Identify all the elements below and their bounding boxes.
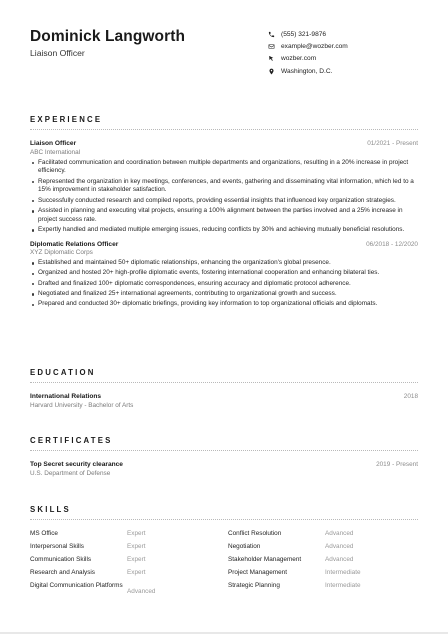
bullet-item: Expertly handled and mediated multiple emerging issues, reducing conflicts by 30% and achieving mutually beneficial resolutions.	[30, 226, 418, 235]
candidate-name: Dominick Langworth	[30, 28, 186, 45]
contact-email[interactable]	[267, 40, 427, 52]
section-divider	[30, 450, 418, 451]
graduation-year: 2018	[403, 393, 418, 400]
skill-level: Intermediate	[325, 569, 361, 576]
job-company: ABC International	[30, 148, 81, 156]
skill-level: Advanced	[325, 530, 354, 537]
bullet-item: Organized and hosted 20+ high-profile diplomatic events, fostering international cooperation and enhancing bilateral ties.	[30, 269, 418, 278]
skill-level: Advanced	[325, 543, 354, 550]
job-company: XYZ Diplomatic Corps	[30, 249, 93, 257]
section-divider	[30, 129, 418, 130]
skill-level: Intermediate	[325, 582, 361, 589]
candidate-title: Liaison Officer	[30, 48, 85, 58]
section-divider	[30, 382, 418, 383]
skill-name: Research and Analysis	[30, 569, 96, 576]
contact-website[interactable]	[267, 53, 427, 65]
job-dates: 06/2018 - 12/2020	[366, 240, 418, 248]
certificate-name: Top Secret security clearance	[30, 461, 123, 468]
skill-level: Advanced	[127, 588, 156, 595]
contact-list	[267, 28, 427, 77]
school: Harvard University - Bachelor of Arts	[30, 401, 134, 409]
link-icon	[267, 54, 276, 63]
experience-entry	[30, 140, 418, 235]
skills-section	[30, 505, 418, 602]
bullet-item: Facilitated communication and coordination between multiple departments and organizations, resulting in a 20% increase in project efficiency.	[30, 159, 418, 176]
education-entry	[30, 393, 418, 409]
section-heading: CERTIFICATES	[30, 436, 113, 445]
experience-entry	[30, 241, 418, 309]
skill-name: Strategic Planning	[228, 582, 280, 589]
skill-level: Advanced	[325, 556, 354, 563]
skill-name: Project Management	[228, 569, 287, 576]
job-bullets	[30, 259, 418, 309]
certificates-section	[30, 436, 418, 477]
skill-name: MS Office	[30, 530, 58, 537]
certificate-issuer: U.S. Department of Defense	[30, 469, 111, 477]
skill-name: Stakeholder Management	[228, 556, 302, 563]
location-pin-icon	[267, 67, 276, 76]
contact-phone-text: (555) 321-9876	[281, 30, 327, 38]
bullet-item: Assisted in planning and executing vital projects, ensuring a 100% alignment between the parties involved and a 25% increase in project success rate.	[30, 207, 418, 224]
bullet-item: Successfully conducted research and compiled reports, providing essential insights that influenced key organization strategies.	[30, 197, 418, 206]
experience-section	[30, 115, 418, 311]
bullet-item: Represented the organization in key meetings, conferences, and events, gathering and disseminating vital information, which led to a 15% improvement in stakeholder satisfaction.	[30, 178, 418, 195]
job-title: Diplomatic Relations Officer	[30, 240, 119, 248]
contact-phone[interactable]	[267, 28, 427, 40]
skill-level: Expert	[127, 530, 146, 537]
section-heading: EXPERIENCE	[30, 115, 103, 124]
certificate-entry	[30, 461, 418, 477]
contact-website-text: wozber.com	[281, 55, 317, 63]
job-dates: 01/2021 - Present	[367, 140, 418, 147]
skills-grid	[30, 530, 418, 602]
section-heading: EDUCATION	[30, 368, 96, 377]
section-heading: SKILLS	[30, 505, 71, 514]
skill-name: Interpersonal Skills	[30, 543, 84, 550]
contact-location	[267, 65, 427, 77]
certificate-dates: 2019 - Present	[376, 461, 418, 468]
envelope-icon	[267, 42, 276, 51]
bullet-item: Prepared and conducted 30+ diplomatic briefings, providing key information to top organizational officials and diplomats.	[30, 300, 418, 309]
education-section	[30, 368, 418, 409]
skill-name: Conflict Resolution	[228, 530, 282, 537]
contact-email-text: example@wozber.com	[281, 42, 348, 50]
skill-level: Expert	[127, 569, 146, 576]
skill-level: Expert	[127, 543, 146, 550]
bullet-item: Negotiated and finalized 25+ international agreements, contributing to organizational growth and success.	[30, 290, 418, 299]
phone-icon	[267, 30, 276, 39]
skill-name: Digital Communication Platforms	[30, 582, 123, 589]
bullet-item: Drafted and finalized 100+ diplomatic correspondences, ensuring accuracy and diplomatic protocol adherence.	[30, 280, 418, 289]
contact-location-text: Washington, D.C.	[281, 67, 333, 75]
bullet-item: Established and maintained 50+ diplomatic relationships, enhancing the organization's global presence.	[30, 259, 418, 268]
degree: International Relations	[30, 393, 102, 400]
skill-name: Negotiation	[228, 543, 261, 550]
job-title: Liaison Officer	[30, 140, 77, 147]
skill-name: Communication Skills	[30, 556, 92, 563]
skill-level: Expert	[127, 556, 146, 563]
section-divider	[30, 519, 418, 520]
job-bullets	[30, 159, 418, 235]
